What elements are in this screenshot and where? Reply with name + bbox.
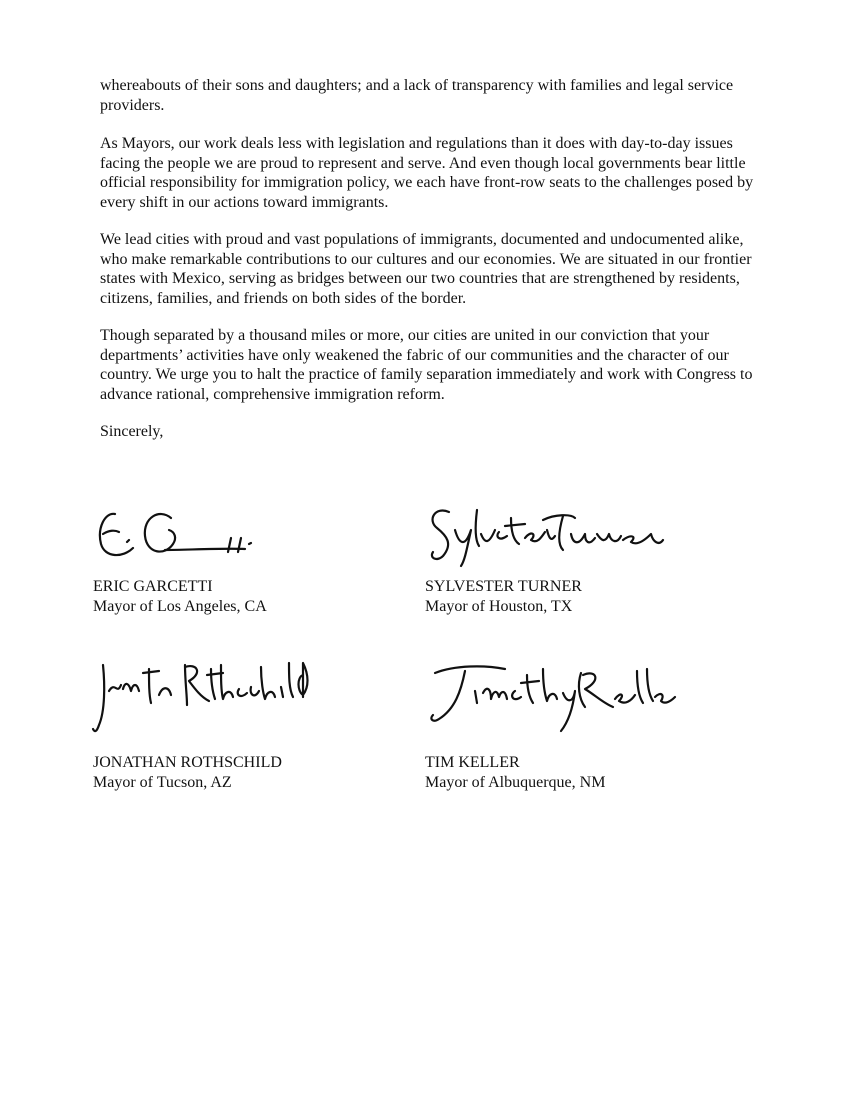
signature-rothschild (93, 655, 323, 745)
letter-paragraph-3: We lead cities with proud and vast populations of immigrants, documented and undocumented alike, who make remarkable contributions to our cultures and our economies. We are situated in our frontier states with Mexico, serving as bridges between our two countries that are strengthened by residents, citizens, families, and friends on both sides of the border. (100, 231, 752, 307)
signer-name: SYLVESTER TURNER (425, 578, 582, 595)
signature-block-rothschild (93, 655, 423, 795)
signer-title: Mayor of Albuquerque, NM (425, 774, 606, 791)
letter-closing: Sincerely, (100, 423, 164, 440)
signature-block-turner (425, 500, 755, 620)
signer-name: TIM KELLER (425, 754, 520, 771)
letter-paragraph-1: whereabouts of their sons and daughters; and a lack of transparency with families and legal service providers. (100, 77, 734, 114)
signer-name: JONATHAN ROTHSCHILD (93, 754, 282, 771)
signer-title: Mayor of Los Angeles, CA (93, 598, 267, 615)
signature-block-garcetti (93, 500, 423, 620)
signature-keller (425, 655, 675, 745)
signature-garcetti (93, 500, 273, 568)
signature-turner (425, 500, 665, 570)
signer-title: Mayor of Tucson, AZ (93, 774, 232, 791)
signer-title: Mayor of Houston, TX (425, 598, 573, 615)
signer-name: ERIC GARCETTI (93, 578, 213, 595)
letter-paragraph-2: As Mayors, our work deals less with legislation and regulations than it does with day-to-day issues facing the people we are proud to represent and serve. And even though local governments bear little official responsibility for immigration policy, we each have front-row seats to the challenges posed by every shift in our actions toward immigrants. (100, 135, 754, 211)
signature-block-keller (425, 655, 755, 795)
letter-paragraph-4: Though separated by a thousand miles or more, our cities are united in our conviction that your departments’ activities have only weakened the fabric of our communities and the character of our country. We urge you to halt the practice of family separation immediately and work with Congress to advance rational, comprehensive immigration reform. (100, 327, 753, 403)
